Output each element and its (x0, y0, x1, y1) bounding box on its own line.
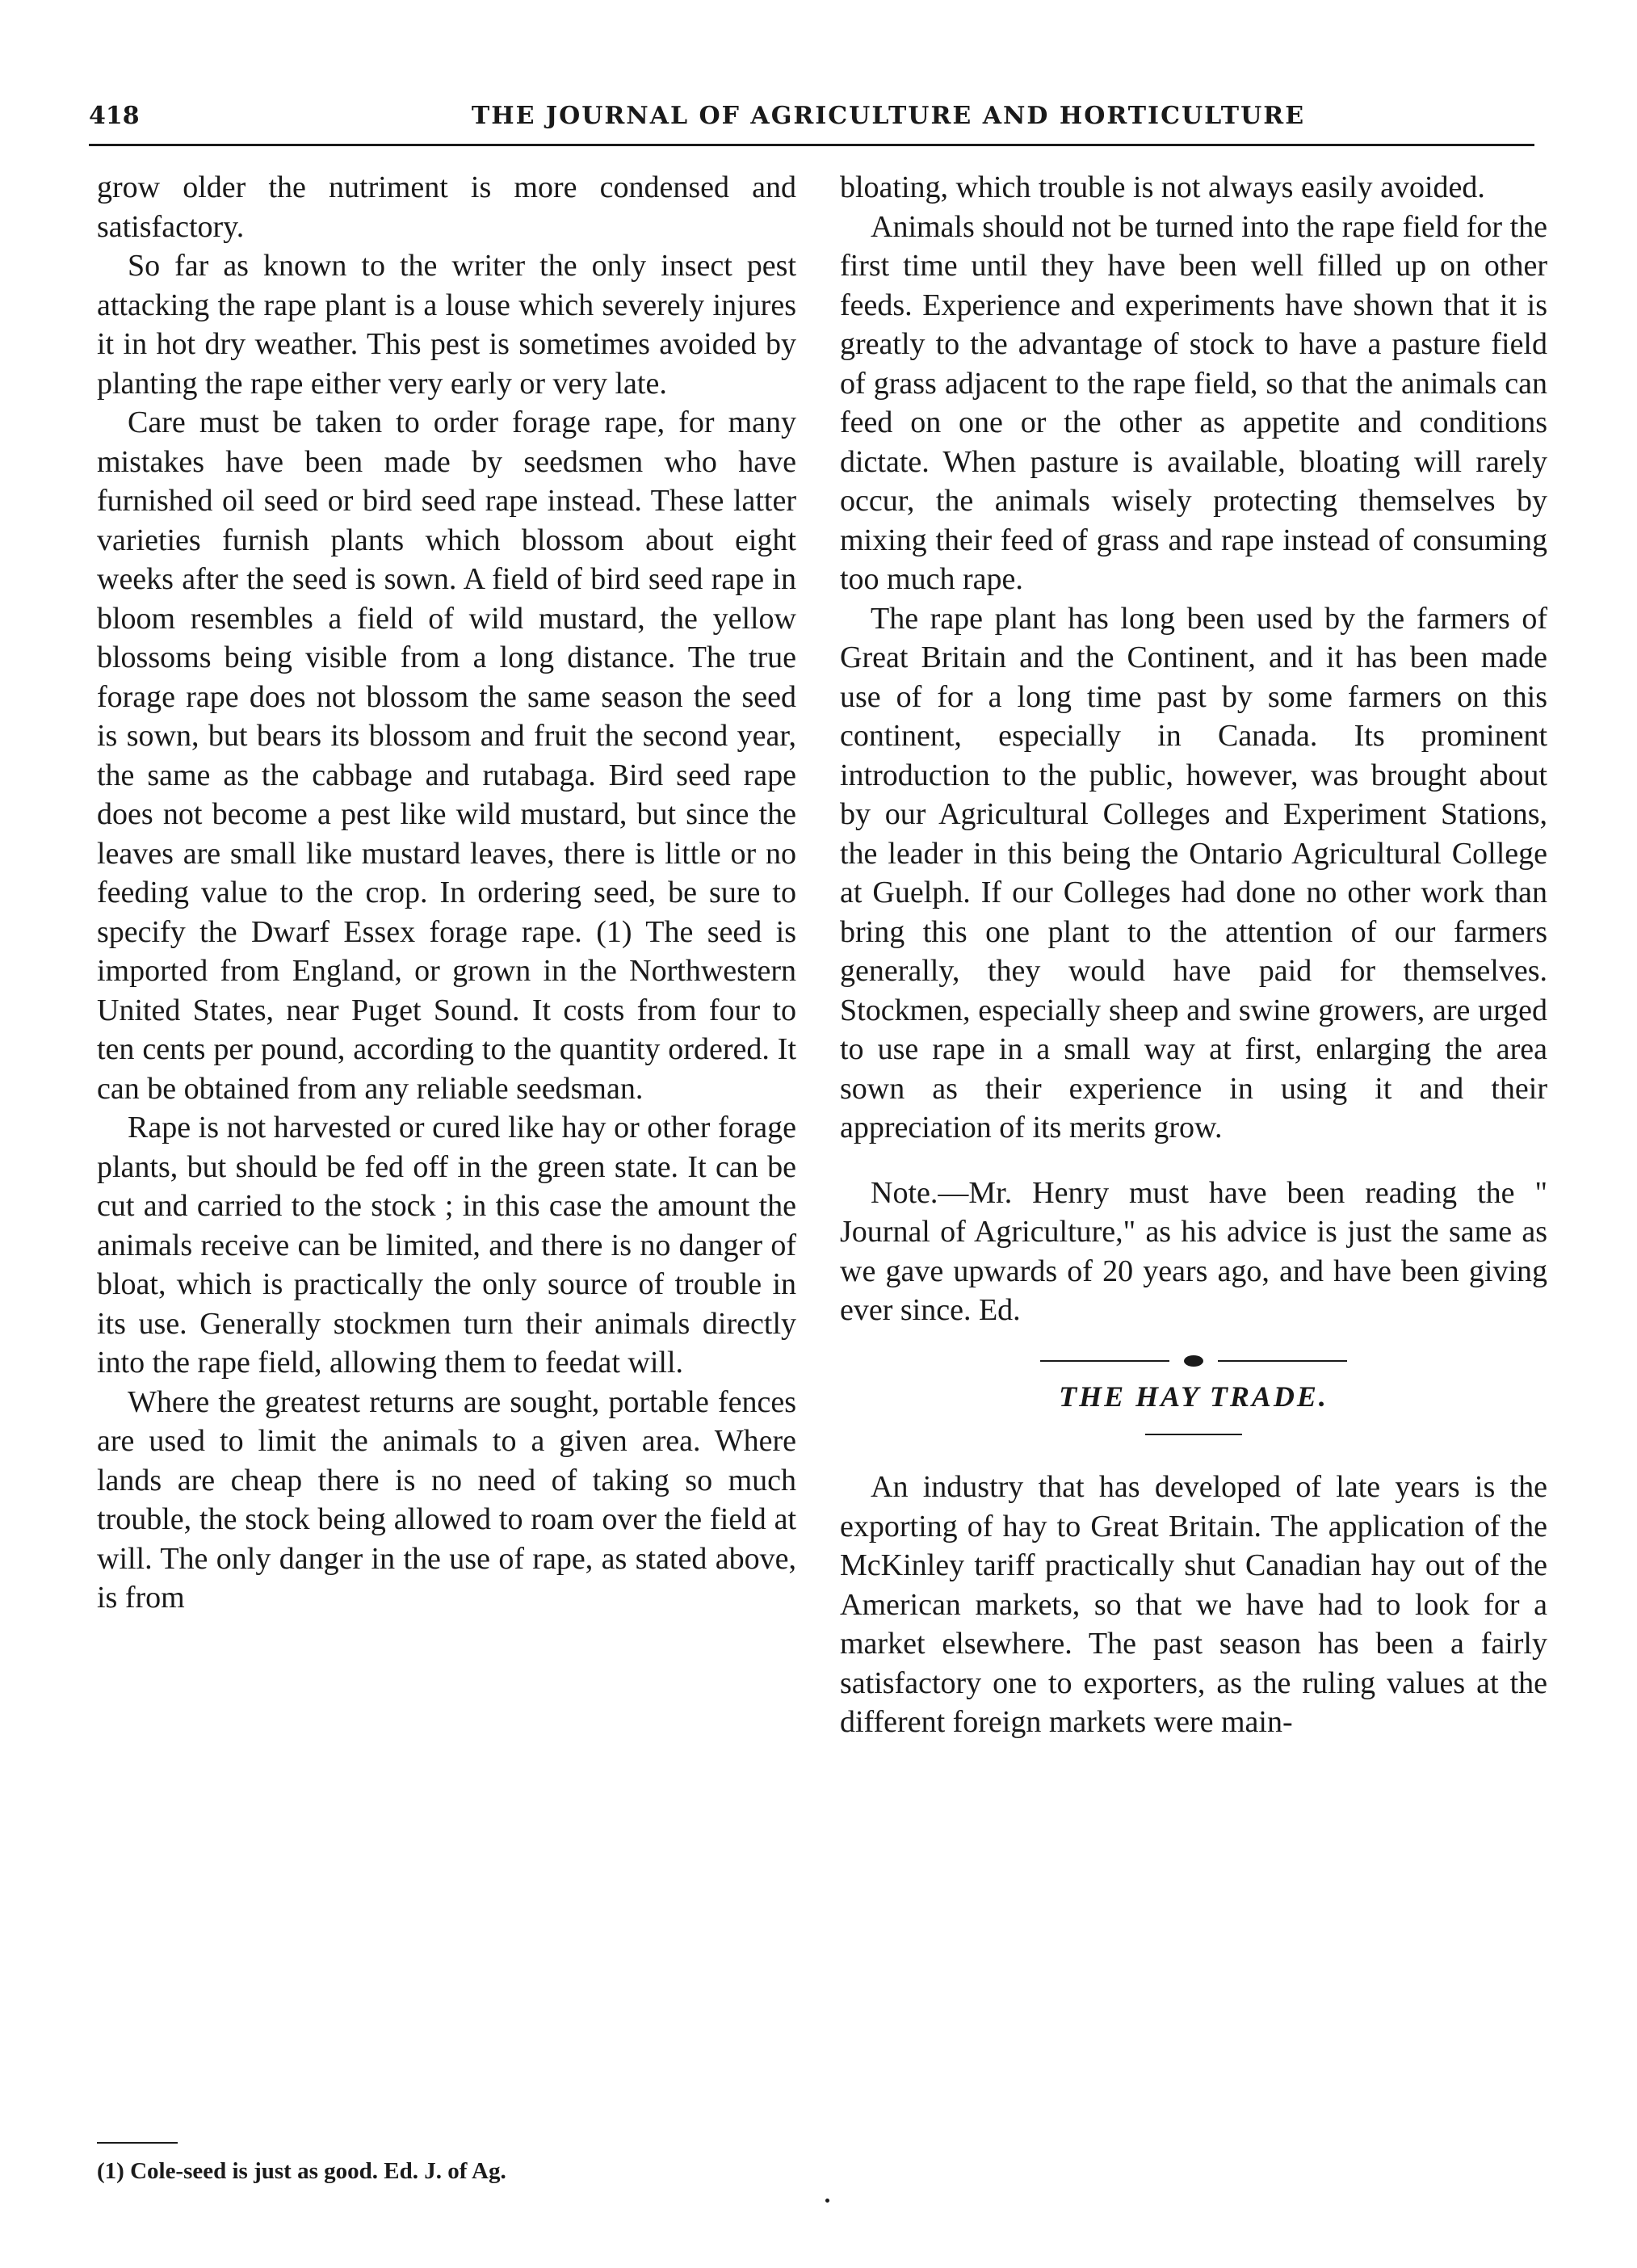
footnote: (1) Cole-seed is just as good. Ed. J. of Ag. (97, 2158, 506, 2184)
header-rule (89, 144, 1534, 146)
editor-note: Note.—Mr. Henry must have been reading the " Journal of Agriculture," as his advice is just the same as we gave upwards of 20 years ago, and have been giving ever since. Ed. (840, 1175, 1547, 1327)
heading-rule (1145, 1434, 1242, 1435)
print-mark (825, 2199, 829, 2203)
right-column (840, 168, 1547, 1742)
left-column (97, 168, 796, 1618)
paragraph: Where the greatest returns are sought, portable fences are used to limit the animals to a given area. Where lands are cheap there is no need of taking so much trouble, the stock being allowed to roam over the field at will. The only danger in the use of rape, as stated above, is from (97, 1384, 796, 1615)
paragraph: grow older the nutriment is more condensed and satisfactory. (97, 170, 796, 244)
paragraph: So far as known to the writer the only insect pest attacking the rape plant is a louse which severely injures it in hot dry weather. This pest is sometimes avoided by planting the rape either very early or very late. (97, 249, 796, 401)
page-number: 418 (89, 102, 140, 130)
section-heading: THE HAY TRADE. (1059, 1380, 1328, 1413)
page-header (89, 95, 1534, 144)
paragraph: The rape plant has long been used by the farmers of Great Britain and the Continent, and it has been made use of for a long time past by some farmers on this continent, especially in Canada. Its prominent introduction to the public, however, was brought about by our Agricultural Colleges and Experiment Stations, the leader in this being the Ontario Agricultural College at Guelph. If our Colleges had done no other work than bring this one plant to the attention of our farmers generally, they would have paid for themselves. Stockmen, especially sheep and swine growers, are urged to use rape in a small way at first, enlarging the area sown as their experience in using it and their appreciation of its merits grow. (840, 601, 1547, 1144)
journal-title: THE JOURNAL OF AGRICULTURE AND HORTICULTURE (471, 102, 1306, 130)
paragraph: An industry that has developed of late years is the exporting of hay to Great Britain. The application of the McKinley tariff practically shut Canadian hay out of the American markets, so that we have had to look for a market elsewhere. The past season has been a fairly satisfactory one to exporters, as the ruling values at the different foreign markets were main- (840, 1470, 1547, 1739)
paragraph: bloating, which trouble is not always easily avoided. (840, 170, 1485, 204)
paragraph: Care must be taken to order forage rape, for many mistakes have been made by seedsmen who have furnished oil seed or bird seed rape instead. These latter varieties furnish plants which blossom about eight weeks after the seed is sown. A field of bird seed rape in bloom resembles a field of wild mustard, the yellow blossoms being visible from a long distance. The true forage rape does not blossom the same season the seed is sown, but bears its blossom and fruit the second year, the same as the cabbage and rutabaga. Bird seed rape does not become a pest like wild mustard, but since the leaves are small like mustard leaves, there is little or no feeding value to the crop. In ordering seed, be sure to specify the Dwarf Essex forage rape. (1) The seed is imported from England, or grown in the Northwestern United States, near Puget Sound. It costs from four to ten cents per pound, according to the quantity ordered. It can be obtained from any reliable seedsman. (97, 405, 796, 1106)
paragraph: Animals should not be turned into the rape field for the first time until they have been well filled up on other feeds. Experience and experiments have shown that it is greatly to the advantage of stock to have a pasture field of grass adjacent to the rape field, so that the animals can feed on one or the other as appetite and conditions dictate. When pasture is available, bloating will rarely occur, the animals wisely protecting themselves by mixing their feed of grass and rape instead of consuming too much rape. (840, 209, 1547, 596)
section-divider-ornament (1040, 1351, 1347, 1371)
paragraph: Rape is not harvested or cured like hay or other forage plants, but should be fed off in the green state. It can be cut and carried to the stock ; in this case the amount the animals receive can be limited, and there is no danger of bloat, which is practically the only source of trouble in its use. Generally stockmen turn their animals directly into the rape field, allowing them to feedat will. (97, 1111, 796, 1380)
footnote-rule (97, 2142, 178, 2144)
